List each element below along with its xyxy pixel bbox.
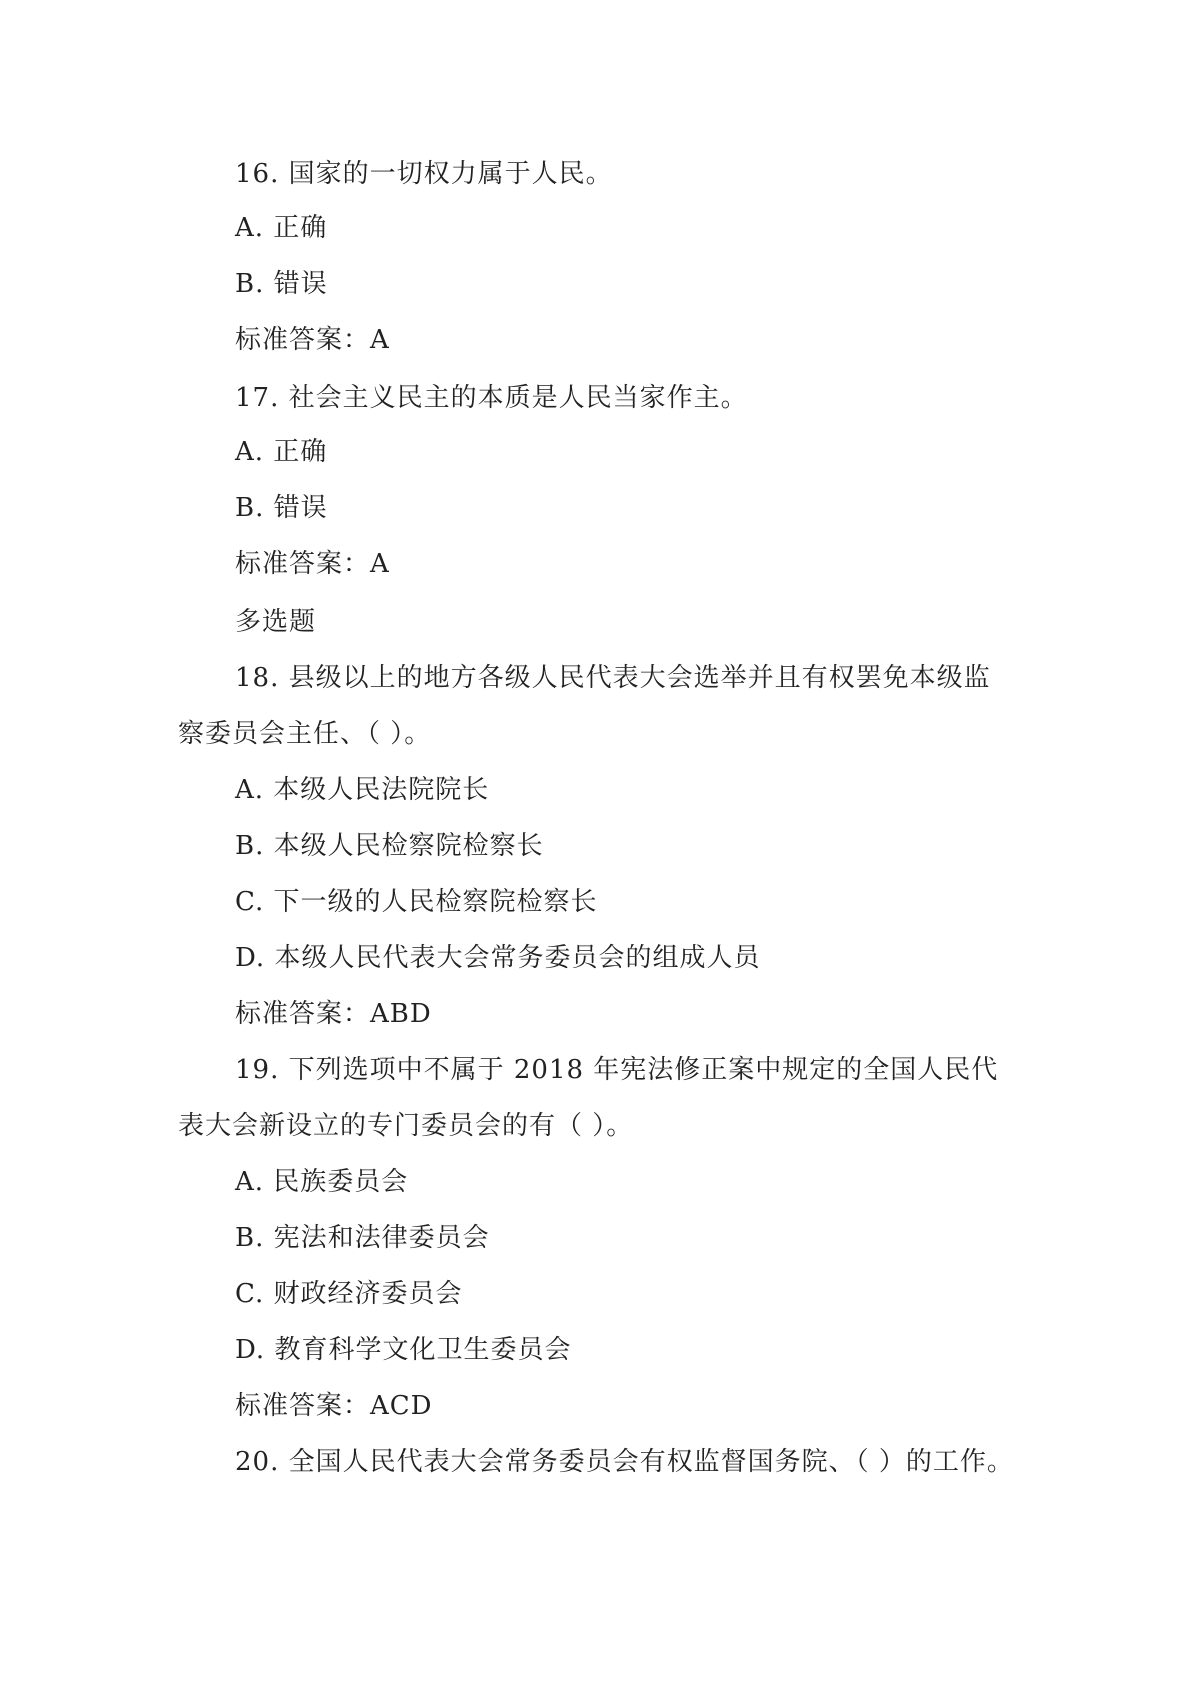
question-16-option-a: A. 正确 xyxy=(235,213,328,243)
question-18-option-c: C. 下一级的人民检察院检察长 xyxy=(235,887,598,917)
question-20-text: 20. 全国人民代表大会常务委员会有权监督国务院、（ ）的工作。 xyxy=(235,1447,1014,1477)
question-18-text-line-1: 18. 县级以上的地方各级人民代表大会选举并且有权罢免本级监 xyxy=(235,663,991,693)
question-19-option-a: A. 民族委员会 xyxy=(235,1167,409,1197)
question-18-option-d: D. 本级人民代表大会常务委员会的组成人员 xyxy=(235,943,761,973)
question-18-option-a: A. 本级人民法院院长 xyxy=(235,775,490,805)
question-19-option-d: D. 教育科学文化卫生委员会 xyxy=(235,1335,572,1365)
question-19-answer: 标准答案：ACD xyxy=(235,1391,433,1421)
question-17-answer: 标准答案：A xyxy=(235,549,390,579)
question-18-answer: 标准答案：ABD xyxy=(235,999,432,1029)
question-19-text-line-2: 表大会新设立的专门委员会的有（ ）。 xyxy=(178,1111,634,1141)
question-17-text: 17. 社会主义民主的本质是人民当家作主。 xyxy=(235,383,748,413)
question-19-option-b: B. 宪法和法律委员会 xyxy=(235,1223,490,1253)
question-18-option-b: B. 本级人民检察院检察长 xyxy=(235,831,544,861)
question-19-option-c: C. 财政经济委员会 xyxy=(235,1279,463,1309)
question-18-text-line-2: 察委员会主任、（ ）。 xyxy=(178,719,432,749)
question-16-text: 16. 国家的一切权力属于人民。 xyxy=(235,159,613,189)
question-16-answer: 标准答案：A xyxy=(235,325,390,355)
question-19-text-line-1: 19. 下列选项中不属于 2018 年宪法修正案中规定的全国人民代 xyxy=(235,1055,999,1085)
question-17-option-b: B. 错误 xyxy=(235,493,328,523)
section-heading-multiple-choice: 多选题 xyxy=(235,607,317,637)
question-16-option-b: B. 错误 xyxy=(235,269,328,299)
question-17-option-a: A. 正确 xyxy=(235,437,328,467)
